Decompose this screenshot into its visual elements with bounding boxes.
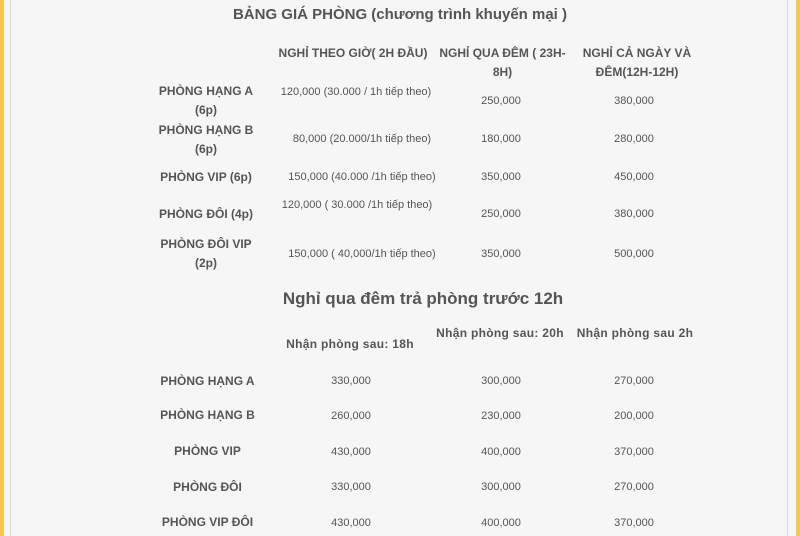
cell-hourly: 120,000 (30.000 / 1h tiếp theo) <box>280 86 432 98</box>
cell-20h: 230,000 <box>481 410 521 422</box>
cell-18h: 430,000 <box>331 517 371 529</box>
cell-18h: 260,000 <box>331 410 371 422</box>
header-full-day: NGHỈ CẢ NGÀY VÀ ĐÊM(12H-12H) <box>582 46 692 79</box>
row-label: PHÒNG HẠNG B <box>160 408 255 422</box>
row-label: PHÒNG ĐÔI (4p) <box>158 207 253 221</box>
cell-full-day: 280,000 <box>614 133 654 145</box>
cell-overnight: 350,000 <box>481 171 521 183</box>
cell-overnight: 180,000 <box>481 133 521 145</box>
header-hourly: NGHỈ THEO GIỜ( 2H ĐẦU) <box>278 46 428 60</box>
header-checkin-2h: Nhận phòng sau 2h <box>576 326 694 340</box>
cell-18h: 330,000 <box>331 375 371 387</box>
page-border-line-right <box>787 0 788 536</box>
cell-overnight: 350,000 <box>481 248 521 260</box>
row-label: PHÒNG ĐÔI <box>173 480 242 494</box>
cell-full-day: 450,000 <box>614 171 654 183</box>
page-border-right <box>796 0 800 536</box>
page-border-line-left <box>10 0 11 536</box>
cell-18h: 430,000 <box>331 446 371 458</box>
cell-hourly: 80,000 (20.000/1h tiếp theo) <box>292 133 432 145</box>
cell-20h: 300,000 <box>481 375 521 387</box>
header-overnight: NGHỈ QUA ĐÊM ( 23H-8H) <box>439 46 566 79</box>
row-label: PHÒNG VIP <box>174 444 241 458</box>
row-label: PHÒNG VIP (6p) <box>160 170 252 184</box>
cell-18h: 330,000 <box>331 481 371 493</box>
cell-2h: 200,000 <box>614 410 654 422</box>
row-label: PHÒNG HẠNG A <box>160 374 255 388</box>
row-label: PHÒNG ĐÔI VIP (2p) <box>160 237 252 270</box>
overnight-table-title: Nghỉ qua đêm trả phòng trước 12h <box>282 289 564 308</box>
cell-2h: 270,000 <box>614 375 654 387</box>
row-label: PHÒNG VIP ĐÔI <box>161 515 254 529</box>
header-checkin-20h: Nhận phòng sau: 20h <box>436 326 564 340</box>
cell-20h: 300,000 <box>481 481 521 493</box>
cell-full-day: 500,000 <box>614 248 654 260</box>
cell-2h: 370,000 <box>614 517 654 529</box>
cell-hourly: 150,000 ( 40,000/1h tiếp theo) <box>288 248 436 260</box>
cell-hourly: 150,000 (40.000 /1h tiếp theo) <box>288 171 436 183</box>
row-label: PHÒNG HẠNG B (6p) <box>158 123 254 156</box>
cell-20h: 400,000 <box>481 446 521 458</box>
page-border-left <box>0 0 4 536</box>
cell-2h: 370,000 <box>614 446 654 458</box>
cell-2h: 270,000 <box>614 481 654 493</box>
row-label: PHÒNG HẠNG A (6p) <box>158 84 254 117</box>
cell-20h: 400,000 <box>481 517 521 529</box>
cell-overnight: 250,000 <box>481 95 521 107</box>
header-checkin-18h: Nhận phòng sau: 18h <box>286 337 414 351</box>
cell-full-day: 380,000 <box>614 95 654 107</box>
cell-overnight: 250,000 <box>481 208 521 220</box>
cell-full-day: 380,000 <box>614 208 654 220</box>
price-table-title: BẢNG GIÁ PHÒNG (chương trình khuyến mại ) <box>232 6 568 23</box>
cell-hourly: 120,000 ( 30.000 /1h tiếp theo) <box>281 199 433 211</box>
